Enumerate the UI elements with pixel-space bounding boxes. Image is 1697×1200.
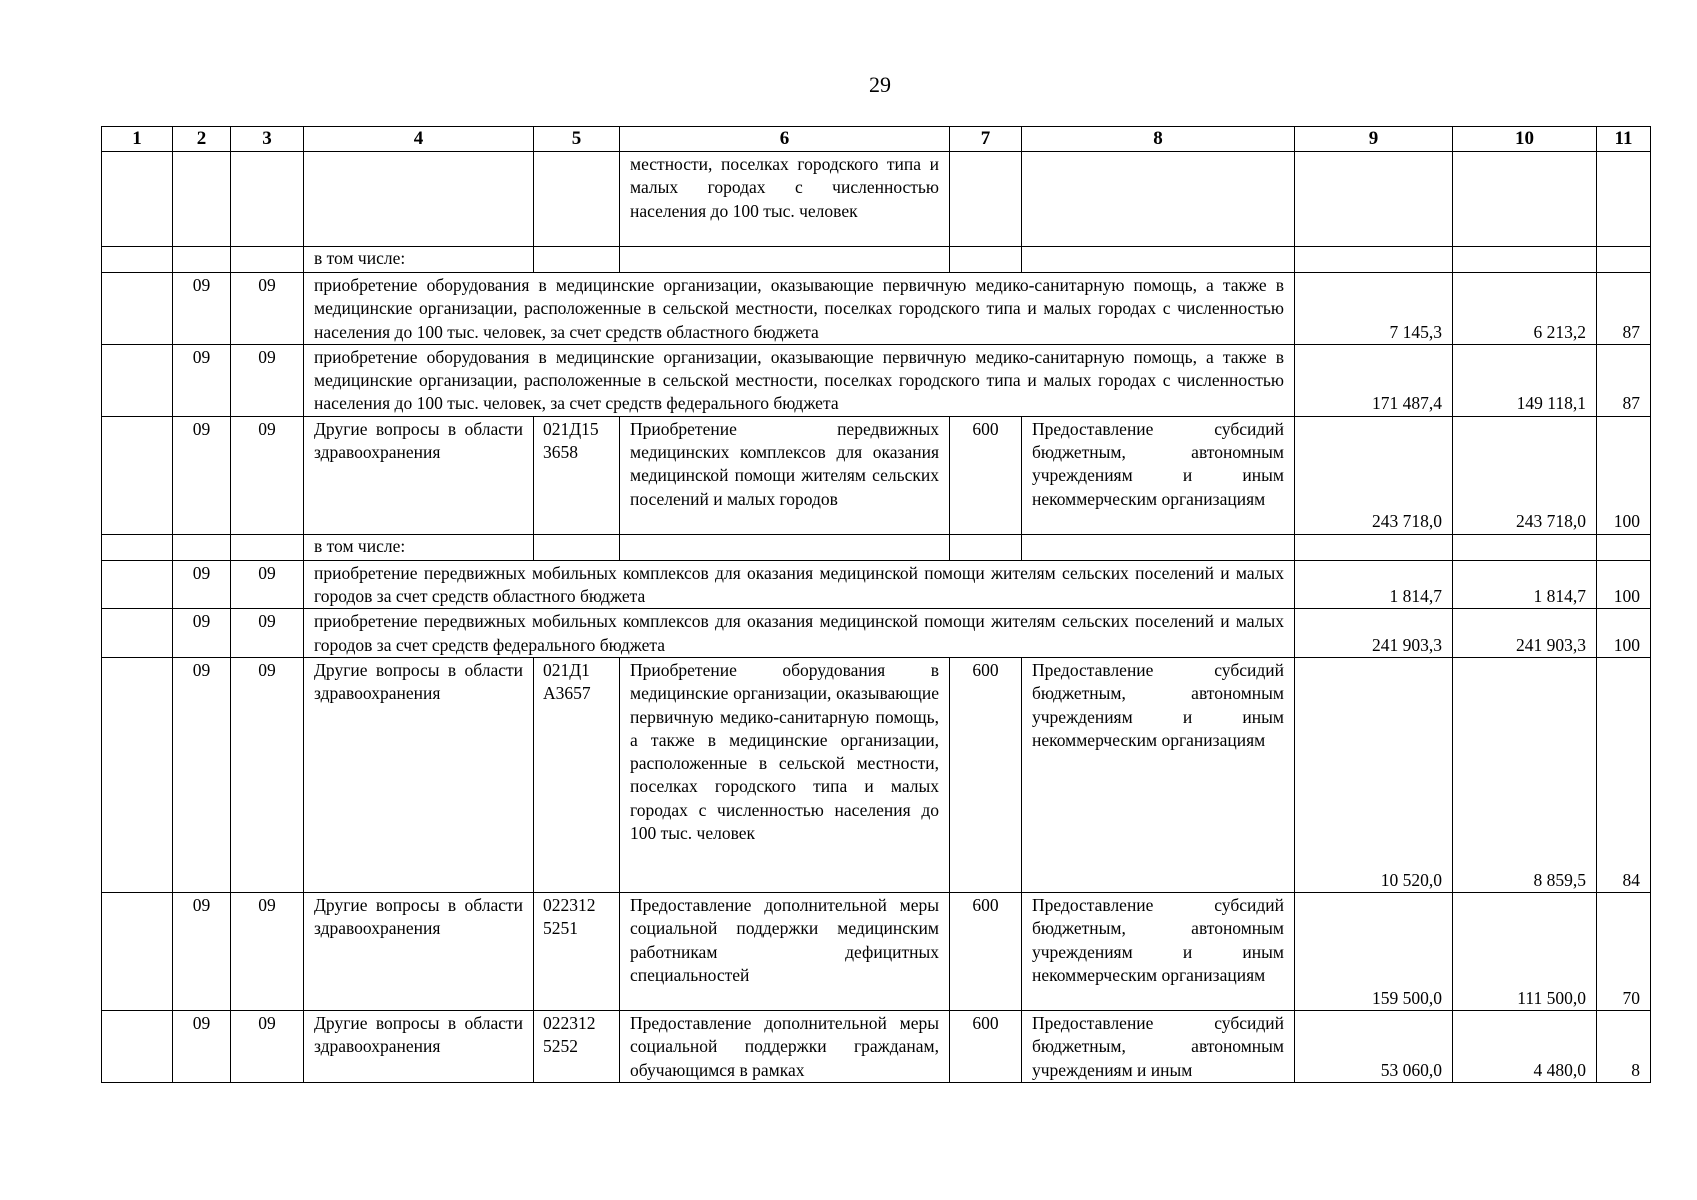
table-cell — [102, 657, 173, 892]
expense-name-cell: Предоставление дополнительной меры социальной поддержки медицинским работникам дефицитных специальностей — [620, 892, 950, 1010]
amount-executed-cell: 6 213,2 — [1453, 273, 1597, 345]
amount-executed-cell: 4 480,0 — [1453, 1010, 1597, 1082]
header-cell: 1 — [102, 127, 173, 152]
subitem-description-cell: приобретение оборудования в медицинские организации, оказывающие первичную медико-санитарную помощь, а также в медицинские организации, расположенные в сельской местности, поселках городского типа и малых городах с численностью населения до 100 тыс. человек, за счет средств областного бюджета — [304, 273, 1295, 345]
table-cell — [1295, 247, 1453, 273]
table-cell — [1295, 152, 1453, 247]
amount-executed-cell: 149 118,1 — [1453, 344, 1597, 416]
table-cell — [102, 609, 173, 658]
target-code-cell: 022312 5251 — [534, 892, 620, 1010]
table-cell — [534, 247, 620, 273]
table-row — [102, 609, 1651, 658]
section-code-cell: 09 — [173, 344, 231, 416]
section-name-cell: Другие вопросы в области здравоохранения — [304, 1010, 534, 1082]
header-cell: 3 — [231, 127, 304, 152]
table-cell — [102, 560, 173, 609]
table-cell — [1453, 152, 1597, 247]
header-cell: 10 — [1453, 127, 1597, 152]
expense-name-cell: Приобретение передвижных медицинских комплексов для оказания медицинской помощи жителям сельских поселений и малых городов — [620, 416, 950, 534]
expense-name-cell: Предоставление дополнительной меры социальной поддержки гражданам, обучающимся в рамках — [620, 1010, 950, 1082]
table-cell — [1597, 152, 1651, 247]
table-cell — [950, 247, 1022, 273]
including-label: в том числе: — [304, 534, 534, 560]
header-cell: 8 — [1022, 127, 1295, 152]
table-row — [102, 657, 1651, 892]
expense-name-cell: Приобретение оборудования в медицинские организации, оказывающие первичную медико-санитарную помощь, а также в медицинские организации, расположенные в сельской местности, поселках городского типа и малых городах с численностью населения до 100 тыс. человек — [620, 657, 950, 892]
expense-type-cell: 600 — [950, 416, 1022, 534]
subsection-code-cell: 09 — [231, 416, 304, 534]
target-code-cell: 021Д1 А3657 — [534, 657, 620, 892]
amount-planned-cell: 171 487,4 — [1295, 344, 1453, 416]
table-cell — [102, 534, 173, 560]
table-cell — [1453, 247, 1597, 273]
table-cell — [534, 152, 620, 247]
subsection-code-cell: 09 — [231, 560, 304, 609]
table-cell — [102, 152, 173, 247]
subsection-code-cell: 09 — [231, 273, 304, 345]
subitem-description-cell: приобретение передвижных мобильных комплексов для оказания медицинской помощи жителям сельских поселений и малых городов за счет средств областного бюджета — [304, 560, 1295, 609]
target-code-cell: 021Д15 3658 — [534, 416, 620, 534]
table-cell — [1295, 534, 1453, 560]
table-cell — [1597, 534, 1651, 560]
amount-planned-cell: 159 500,0 — [1295, 892, 1453, 1010]
including-label: в том числе: — [304, 247, 534, 273]
table-cell — [950, 152, 1022, 247]
table-cell — [1022, 247, 1295, 273]
table-cell — [102, 344, 173, 416]
subsection-code-cell: 09 — [231, 892, 304, 1010]
expense-type-name-cell: Предоставление субсидий бюджетным, автономным учреждениям и иным — [1022, 1010, 1295, 1082]
table-cell — [950, 534, 1022, 560]
subsection-code-cell: 09 — [231, 657, 304, 892]
table-row — [102, 892, 1651, 1010]
header-cell: 2 — [173, 127, 231, 152]
table-cell — [102, 1010, 173, 1082]
header-row — [102, 127, 1651, 152]
percent-cell: 70 — [1597, 892, 1651, 1010]
amount-executed-cell: 111 500,0 — [1453, 892, 1597, 1010]
expense-type-cell: 600 — [950, 892, 1022, 1010]
table-cell — [534, 534, 620, 560]
expense-type-name-cell: Предоставление субсидий бюджетным, автономным учреждениям и иным некоммерческим организациям — [1022, 657, 1295, 892]
expense-type-name-cell: Предоставление субсидий бюджетным, автономным учреждениям и иным некоммерческим организациям — [1022, 892, 1295, 1010]
header-cell: 11 — [1597, 127, 1651, 152]
table-cell — [173, 152, 231, 247]
table-row — [102, 560, 1651, 609]
table-cell — [102, 416, 173, 534]
amount-planned-cell: 1 814,7 — [1295, 560, 1453, 609]
section-name-cell: Другие вопросы в области здравоохранения — [304, 657, 534, 892]
table-row — [102, 1010, 1651, 1082]
amount-planned-cell: 243 718,0 — [1295, 416, 1453, 534]
page-number: 29 — [869, 72, 891, 97]
table-cell — [620, 247, 950, 273]
section-code-cell: 09 — [173, 609, 231, 658]
subsection-code-cell: 09 — [231, 1010, 304, 1082]
amount-executed-cell: 8 859,5 — [1453, 657, 1597, 892]
header-cell: 7 — [950, 127, 1022, 152]
table-cell — [1453, 534, 1597, 560]
expense-name-cell: местности, поселках городского типа и малых городах с численностью населения до 100 тыс. человек — [620, 152, 950, 247]
subitem-description-cell: приобретение оборудования в медицинские организации, оказывающие первичную медико-санитарную помощь, а также в медицинские организации, расположенные в сельской местности, поселках городского типа и малых городах с численностью населения до 100 тыс. человек, за счет средств федерального бюджета — [304, 344, 1295, 416]
section-name-cell: Другие вопросы в области здравоохранения — [304, 416, 534, 534]
percent-cell: 87 — [1597, 273, 1651, 345]
section-code-cell: 09 — [173, 892, 231, 1010]
budget-table — [101, 126, 1651, 1083]
subsection-code-cell: 09 — [231, 609, 304, 658]
table-cell — [173, 534, 231, 560]
amount-planned-cell: 53 060,0 — [1295, 1010, 1453, 1082]
table-cell — [231, 534, 304, 560]
expense-type-name-cell: Предоставление субсидий бюджетным, автономным учреждениям и иным некоммерческим организациям — [1022, 416, 1295, 534]
expense-type-cell: 600 — [950, 1010, 1022, 1082]
percent-cell: 87 — [1597, 344, 1651, 416]
table-row — [102, 416, 1651, 534]
section-code-cell: 09 — [173, 273, 231, 345]
section-code-cell: 09 — [173, 560, 231, 609]
table-cell — [304, 152, 534, 247]
table-cell — [231, 247, 304, 273]
table-cell — [1022, 152, 1295, 247]
table-row — [102, 152, 1651, 247]
header-cell: 5 — [534, 127, 620, 152]
header-cell: 6 — [620, 127, 950, 152]
expense-type-cell: 600 — [950, 657, 1022, 892]
table-cell — [231, 152, 304, 247]
table-cell — [102, 273, 173, 345]
table-cell — [1597, 247, 1651, 273]
percent-cell: 100 — [1597, 416, 1651, 534]
section-code-cell: 09 — [173, 416, 231, 534]
table-cell — [102, 247, 173, 273]
table-row — [102, 247, 1651, 273]
target-code-cell: 022312 5252 — [534, 1010, 620, 1082]
percent-cell: 8 — [1597, 1010, 1651, 1082]
table-row — [102, 273, 1651, 345]
table-cell — [1022, 534, 1295, 560]
amount-executed-cell: 243 718,0 — [1453, 416, 1597, 534]
table-cell — [173, 247, 231, 273]
section-code-cell: 09 — [173, 657, 231, 892]
table-cell — [102, 892, 173, 1010]
header-cell: 4 — [304, 127, 534, 152]
subsection-code-cell: 09 — [231, 344, 304, 416]
section-code-cell: 09 — [173, 1010, 231, 1082]
subitem-description-cell: приобретение передвижных мобильных комплексов для оказания медицинской помощи жителям сельских поселений и малых городов за счет средств федерального бюджета — [304, 609, 1295, 658]
table-row — [102, 534, 1651, 560]
amount-planned-cell: 7 145,3 — [1295, 273, 1453, 345]
amount-executed-cell: 1 814,7 — [1453, 560, 1597, 609]
table-row — [102, 344, 1651, 416]
amount-planned-cell: 10 520,0 — [1295, 657, 1453, 892]
table-cell — [620, 534, 950, 560]
section-name-cell: Другие вопросы в области здравоохранения — [304, 892, 534, 1010]
percent-cell: 100 — [1597, 560, 1651, 609]
percent-cell: 84 — [1597, 657, 1651, 892]
percent-cell: 100 — [1597, 609, 1651, 658]
amount-planned-cell: 241 903,3 — [1295, 609, 1453, 658]
header-cell: 9 — [1295, 127, 1453, 152]
amount-executed-cell: 241 903,3 — [1453, 609, 1597, 658]
